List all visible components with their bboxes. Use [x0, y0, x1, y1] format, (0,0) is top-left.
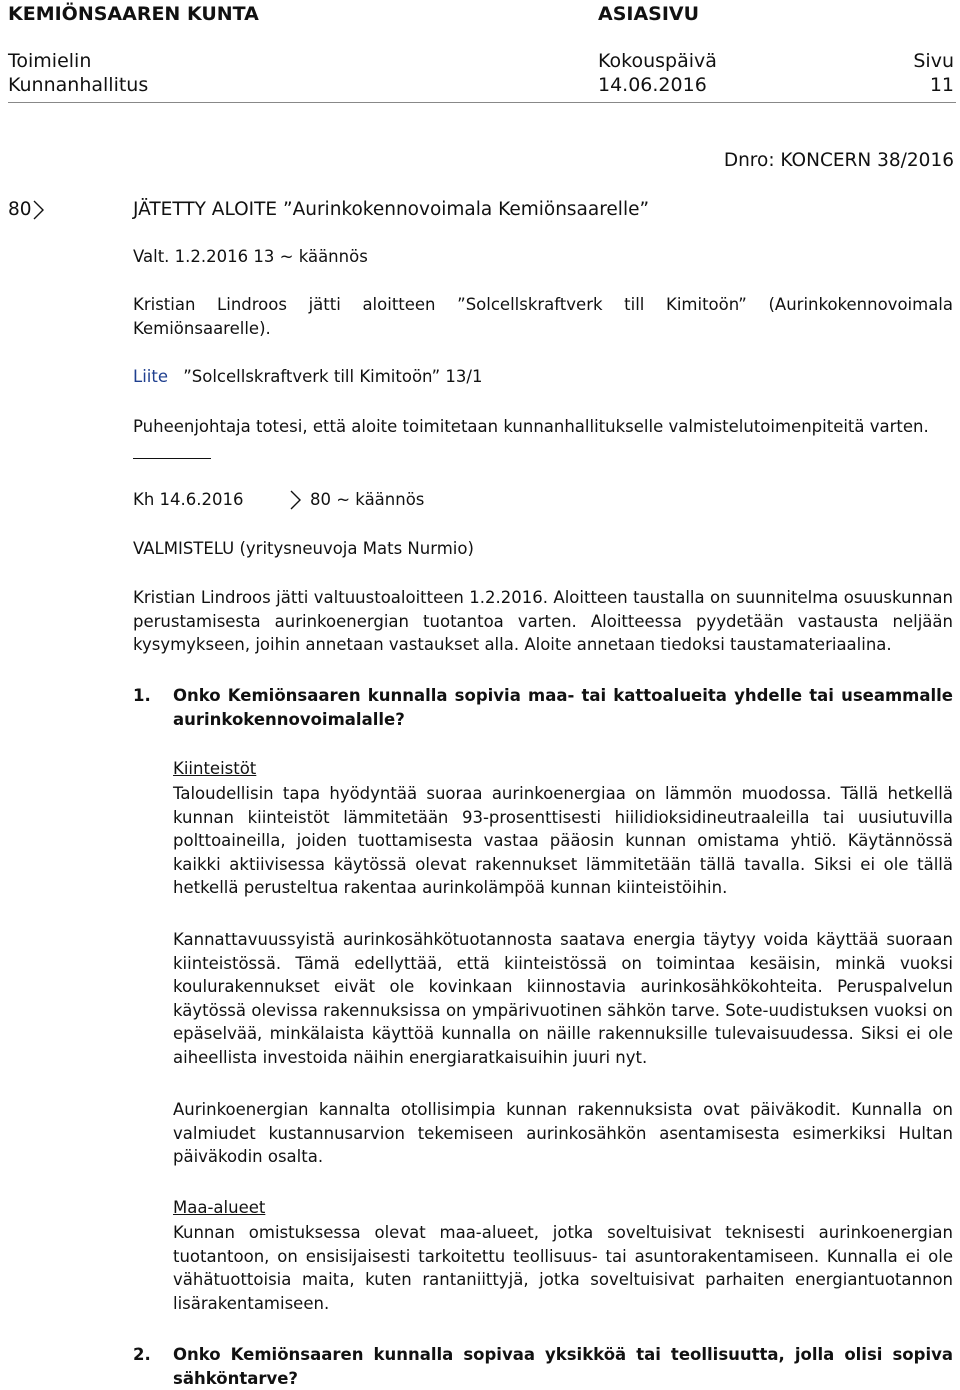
item-number: 80 — [8, 199, 32, 220]
doc-type: ASIASIVU — [598, 3, 700, 25]
kh-prep: VALMISTELU (yritysneuvoja Mats Nurmio) — [133, 539, 474, 558]
kiinteistot-heading: Kiinteistöt — [173, 759, 257, 778]
attachment-line — [133, 365, 482, 389]
kh-ref-a: Kh 14.6.2016 — [133, 490, 244, 509]
item-para2: Puheenjohtaja totesi, että aloite toimitetaan kunnanhallitukselle valmistelutoimenpiteitä varten. — [133, 417, 929, 436]
q1-number: 1. — [133, 686, 151, 705]
q2-text: Onko Kemiönsaaren kunnalla sopivaa yksikköä tai teollisuutta, jolla olisi sopiva sähköntarve? — [173, 1345, 953, 1388]
header-rule — [8, 102, 956, 103]
kiinteistot-para3: Aurinkoenergian kannalta otollisimpia kunnan rakennuksista ovat päiväkodit. Kunnalla on valmiudet kustannusarvion tekemiseen aurinkosähkön asentamisesta esimerkiksi Hultan päiväkodin osalta. — [173, 1100, 953, 1166]
kh-para: Kristian Lindroos jätti valtuustoaloitteen 1.2.2016. Aloitteen taustalla on suunnitelma osuuskunnan perustamisesta aurinkoenergian tuotantoa varten. Aloitteessa pyydetään vastausta neljään kysymykseen, joihin annetaan vastaukset alla. Aloite annetaan tiedoksi taustamateriaalina. — [133, 588, 953, 654]
kiinteistot-para1: Taloudellisin tapa hyödyntää suoraa aurinkoenergiaa on lämmön muodossa. Tällä hetkellä kunnan kiinteistöt lämmitetään 93-prosenttisesti hiilidioksidineutraaleilla tai uusiutuvilla polttoaineilla, joiden tuottamisesta vastaa pääosin kunnan omistama yhtiö. Käytännössä kaikki aktiivisessa käytössä olevat rakennukset lämmitetään tällä tavalla. Siksi ei ole tällä hetkellä perusteltua rakentaa aurinkolämpöä kunnan kiinteistöihin. — [173, 784, 953, 897]
org-name: KEMIÖNSAAREN KUNTA — [8, 3, 259, 25]
page-label: Sivu — [913, 50, 954, 72]
kiinteistot-para2: Kannattavuussyistä aurinkosähkötuotannosta saatava energia täytyy voida käyttää suoraan kiinteistössä. Tämä edellyttää, että kiinteistössä on toimintaa kesäisin, minkä vuoksi koulurakennukset eivät ole kovinkaan kiinnostavia aurinkosähkökohteita. Peruspalvelun käytössä olevissa rakennuksissa on ympärivuotinen sähkön tarve. Sote-uudistuksen vuoksi on epäselvää, minkälaista käyttöä kunnalla on näille rakennuksille tulevaisuudessa. Siksi ei ole aiheellista investoida näihin energiaratkaisuihin juuri nyt. — [173, 930, 953, 1067]
date-value: 14.06.2016 — [598, 74, 707, 96]
attachment-label: Liite — [133, 367, 168, 386]
organ-value: Kunnanhallitus — [8, 74, 149, 96]
date-label: Kokouspäivä — [598, 50, 717, 72]
q2-number: 2. — [133, 1345, 151, 1364]
q1-text: Onko Kemiönsaaren kunnalla sopivia maa- tai kattoalueita yhdelle tai useammalle aurinkokennovoimalalle? — [173, 686, 953, 729]
section-mark-icon — [32, 198, 46, 222]
maa-heading: Maa-alueet — [173, 1198, 266, 1217]
attachment-text: ”Solcellskraftverk till Kimitoön” 13/1 — [183, 367, 483, 386]
organ-label: Toimielin — [8, 50, 92, 72]
item-prep: Valt. 1.2.2016 13 ~ käännös — [133, 247, 368, 266]
page-value: 11 — [929, 74, 954, 96]
separator-line — [133, 458, 211, 459]
item-title: JÄTETTY ALOITE ”Aurinkokennovoimala Kemiönsaarelle” — [133, 199, 650, 220]
section-mark-icon — [289, 488, 303, 512]
maa-para1: Kunnan omistuksessa olevat maa-alueet, jotka soveltuisivat teknisesti aurinkoenergian tuotantoon, on ensisijaisesti tarkoitettu teollisuus- tai asuntorakentamiseen. Kunnalla ei ole vähätuottoisia maita, kuten rantaniittyjä, jotka soveltuisivat parhaiten energiantuotannon lisärakentamiseen. — [173, 1223, 953, 1313]
kh-ref-b: 80 ~ käännös — [310, 490, 425, 509]
item-para1: Kristian Lindroos jätti aloitteen ”Solcellskraftverk till Kimitoön” (Aurinkokennovoimala Kemiönsaarelle). — [133, 295, 953, 338]
dnro: Dnro: KONCERN 38/2016 — [723, 150, 954, 171]
